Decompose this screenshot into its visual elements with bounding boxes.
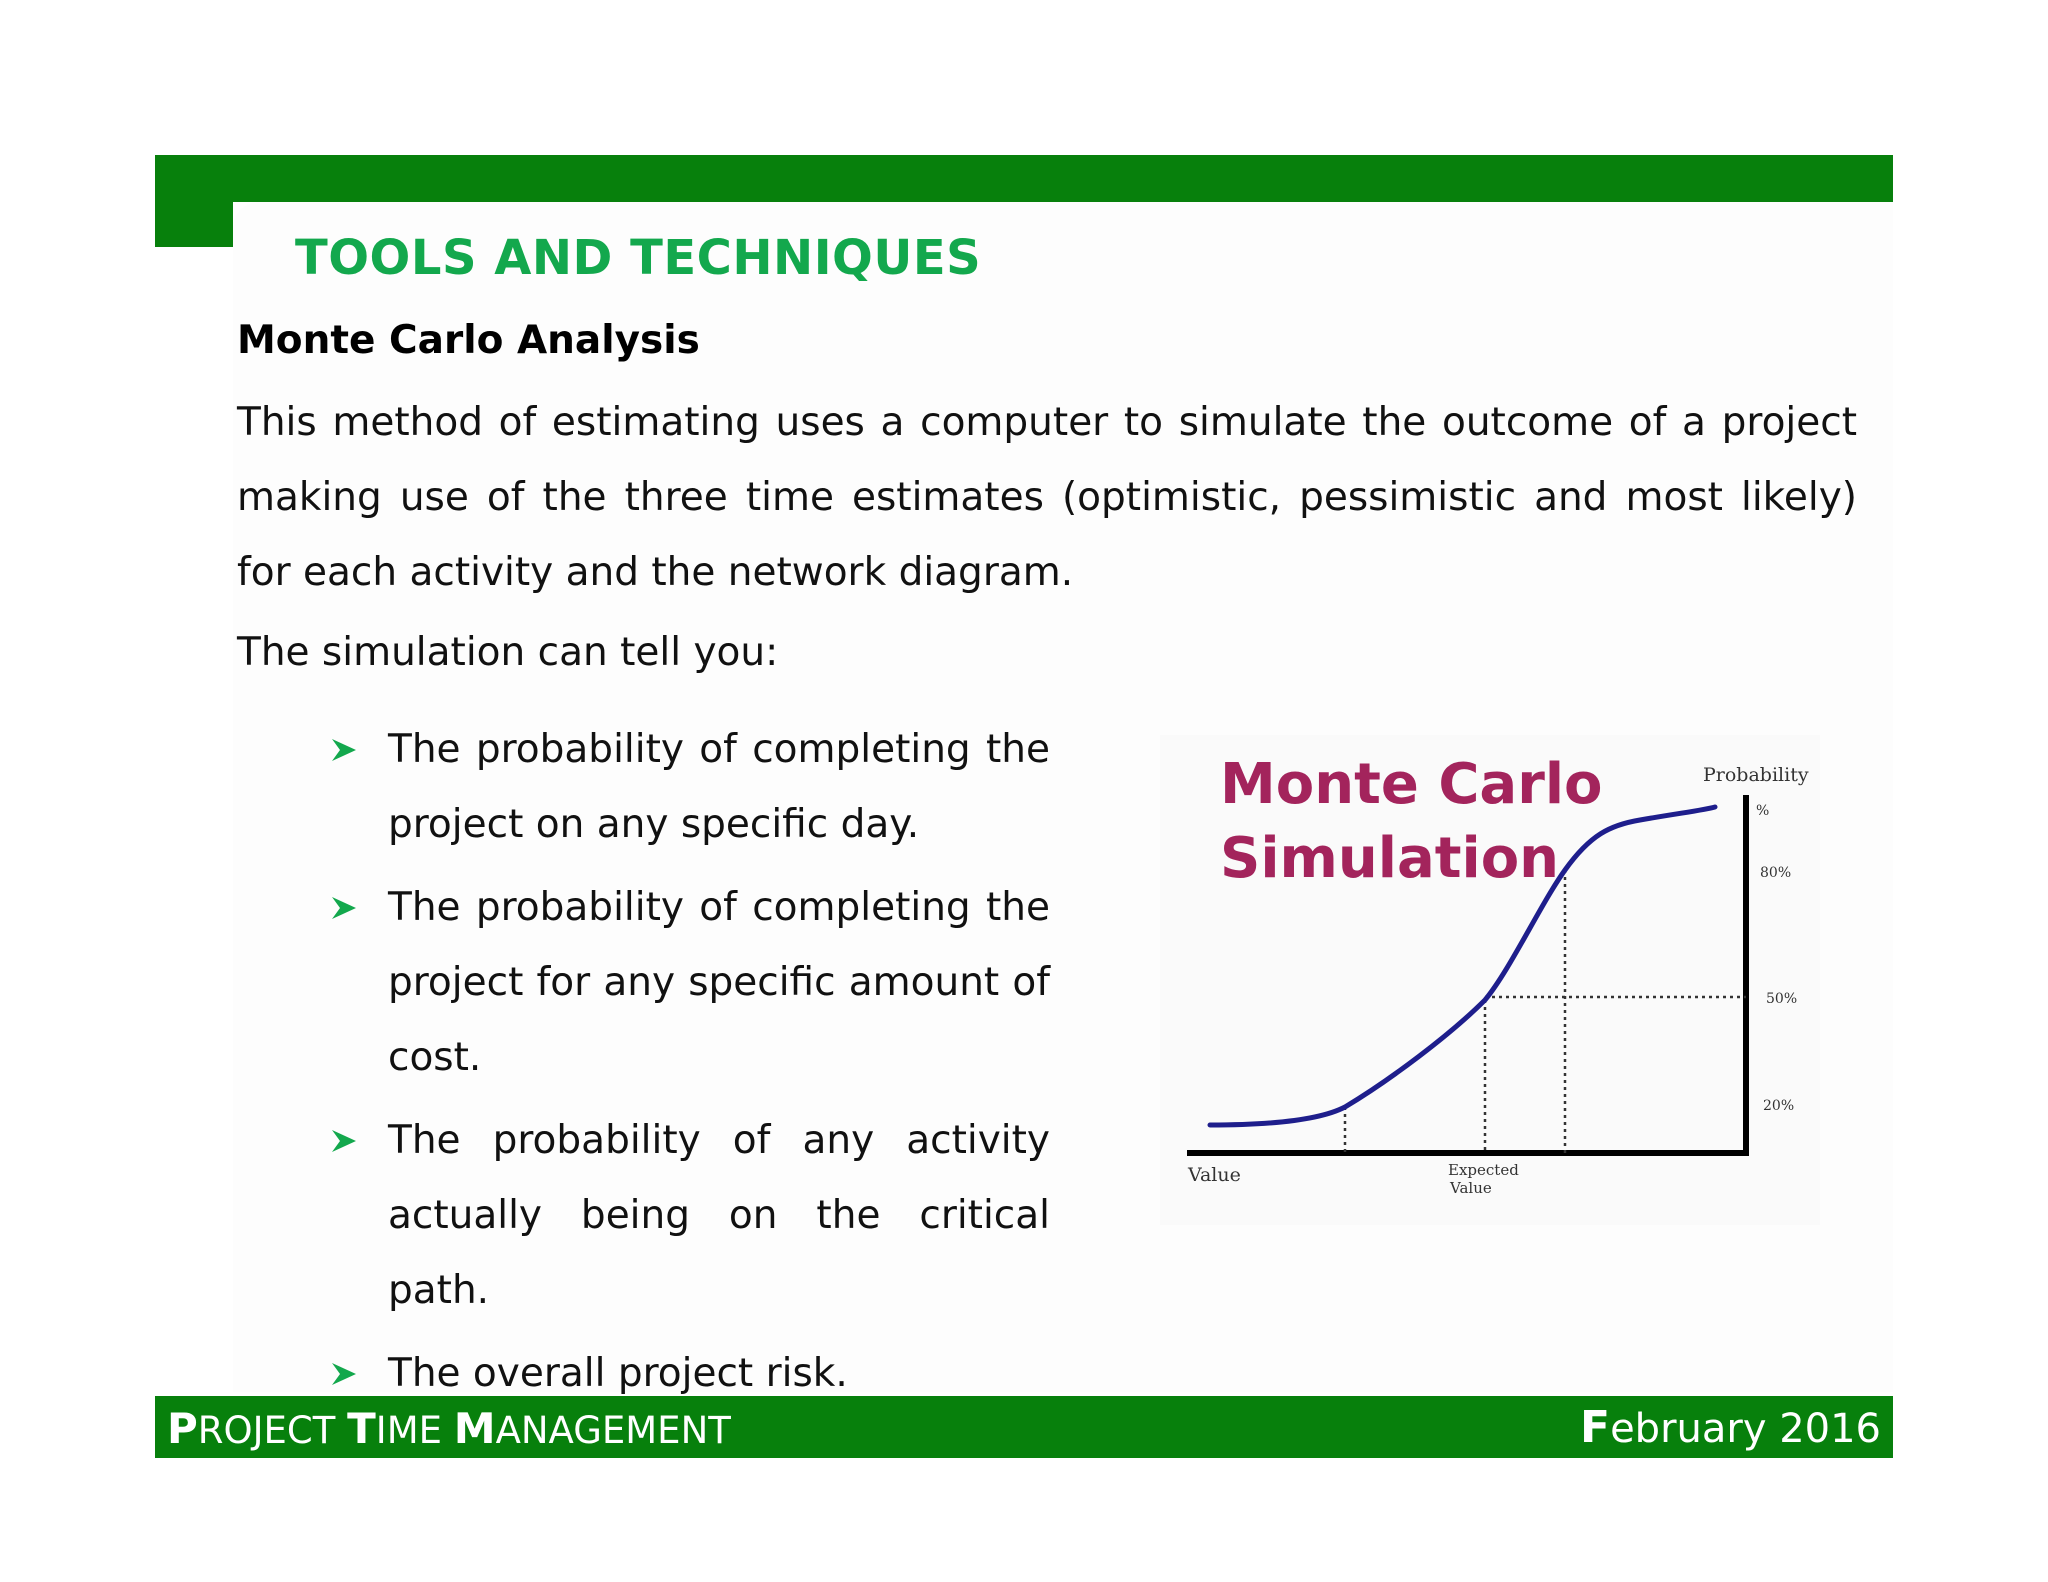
arrow-bullet-icon (330, 1127, 358, 1155)
header-tab (155, 200, 233, 247)
tick-50: 50% (1766, 991, 1798, 1007)
header-bar (155, 155, 1893, 202)
arrow-bullet-icon (330, 736, 358, 764)
footer-title: PROJECT TIME MANAGEMENT (167, 1404, 731, 1453)
list-item (330, 712, 1050, 862)
figure-title-line2: Simulation (1220, 826, 1560, 891)
section-subtitle: Monte Carlo Analysis (237, 318, 700, 363)
figure-title-line1: Monte Carlo (1220, 752, 1603, 817)
bullet-text: The probability of any activity actually being on the critical path. (388, 1118, 1050, 1313)
footer-bar (155, 1396, 1893, 1458)
bullet-text: The probability of completing the project on any specific day. (388, 727, 1050, 847)
list-item (330, 870, 1050, 1095)
intro-paragraph: This method of estimating uses a computer to simulate the outcome of a project making use of the three time estimates (optimistic, pessimistic and most likely) for each activity and the network diagram. (237, 400, 1857, 595)
bullet-list (330, 712, 1050, 1419)
x-label-expected-2: Value (1450, 1179, 1492, 1197)
lead-text: The simulation can tell you: (237, 630, 779, 675)
footer-date: February 2016 (1580, 1402, 1881, 1453)
bullet-text: The overall project risk. (388, 1351, 848, 1396)
bullet-text: The probability of completing the project for any specific amount of cost. (388, 885, 1050, 1080)
tick-80: 80% (1760, 865, 1792, 881)
y-axis-label: Probability (1703, 764, 1809, 786)
slide-title: TOOLS AND TECHNIQUES (295, 230, 982, 286)
monte-carlo-diagram (1160, 735, 1820, 1225)
y-unit-label: % (1756, 803, 1770, 819)
x-label-expected-1: Expected (1448, 1161, 1519, 1179)
monte-carlo-figure (1160, 735, 1820, 1225)
tick-20: 20% (1763, 1098, 1795, 1114)
arrow-bullet-icon (330, 1360, 358, 1388)
arrow-bullet-icon (330, 894, 358, 922)
list-item (330, 1103, 1050, 1328)
x-label-value: Value (1188, 1164, 1241, 1186)
